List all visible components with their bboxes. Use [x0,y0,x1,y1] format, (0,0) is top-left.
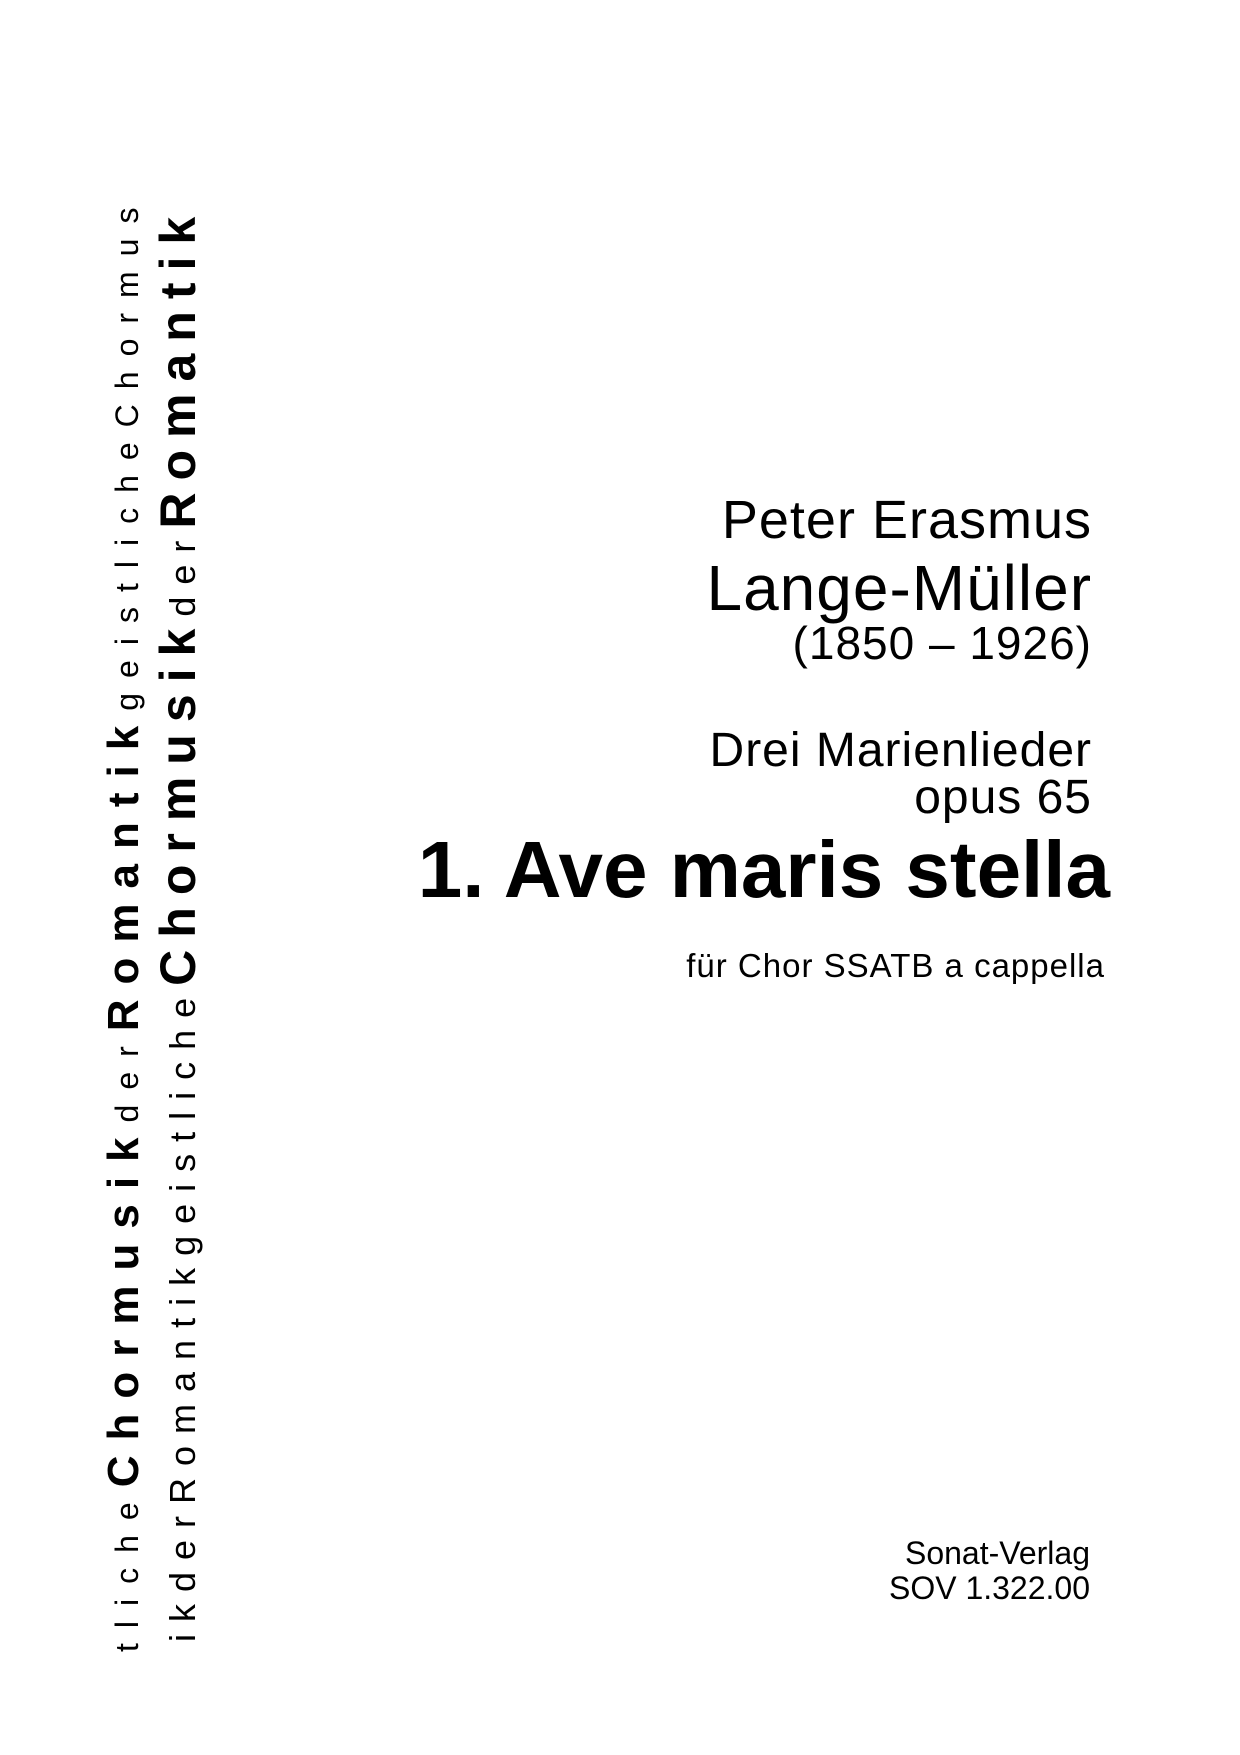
series-text-segment: Romantik [99,710,148,1032]
series-text-segment: Chormusik [150,616,206,986]
collection-title: Drei Marienlieder [709,724,1092,777]
series-text-segment: der [162,528,203,617]
series-text-segment: Chormus [109,192,145,428]
piece-title: 1. Ave maris stella [417,825,1110,914]
scoring-info: für Chor SSATB a cappella [686,947,1105,984]
series-text-segment: geistliche [162,985,203,1256]
catalog-number: SOV 1.322.00 [888,1570,1090,1606]
series-text-segment: der [109,1031,145,1123]
series-vertical-text-column-2 [150,204,206,1642]
series-text-segment: der [162,1503,203,1592]
composer-dates: (1850 – 1926) [792,617,1092,669]
series-text-segment: ik [162,1592,203,1642]
opus-number: opus 65 [914,771,1092,824]
series-text-segment: Romantik [162,1255,203,1504]
publisher-name: Sonat-Verlag [904,1535,1090,1571]
series-text-segment: geistliche [109,427,145,711]
series-vertical-text-column-1 [99,192,148,1652]
series-text-segment: tliche [109,1487,145,1652]
series-text-segment: Romantik [150,204,206,529]
composer-first-names: Peter Erasmus [721,490,1092,550]
composer-last-name: Lange-Müller [706,552,1092,624]
series-text-segment: Chormusik [99,1122,148,1488]
